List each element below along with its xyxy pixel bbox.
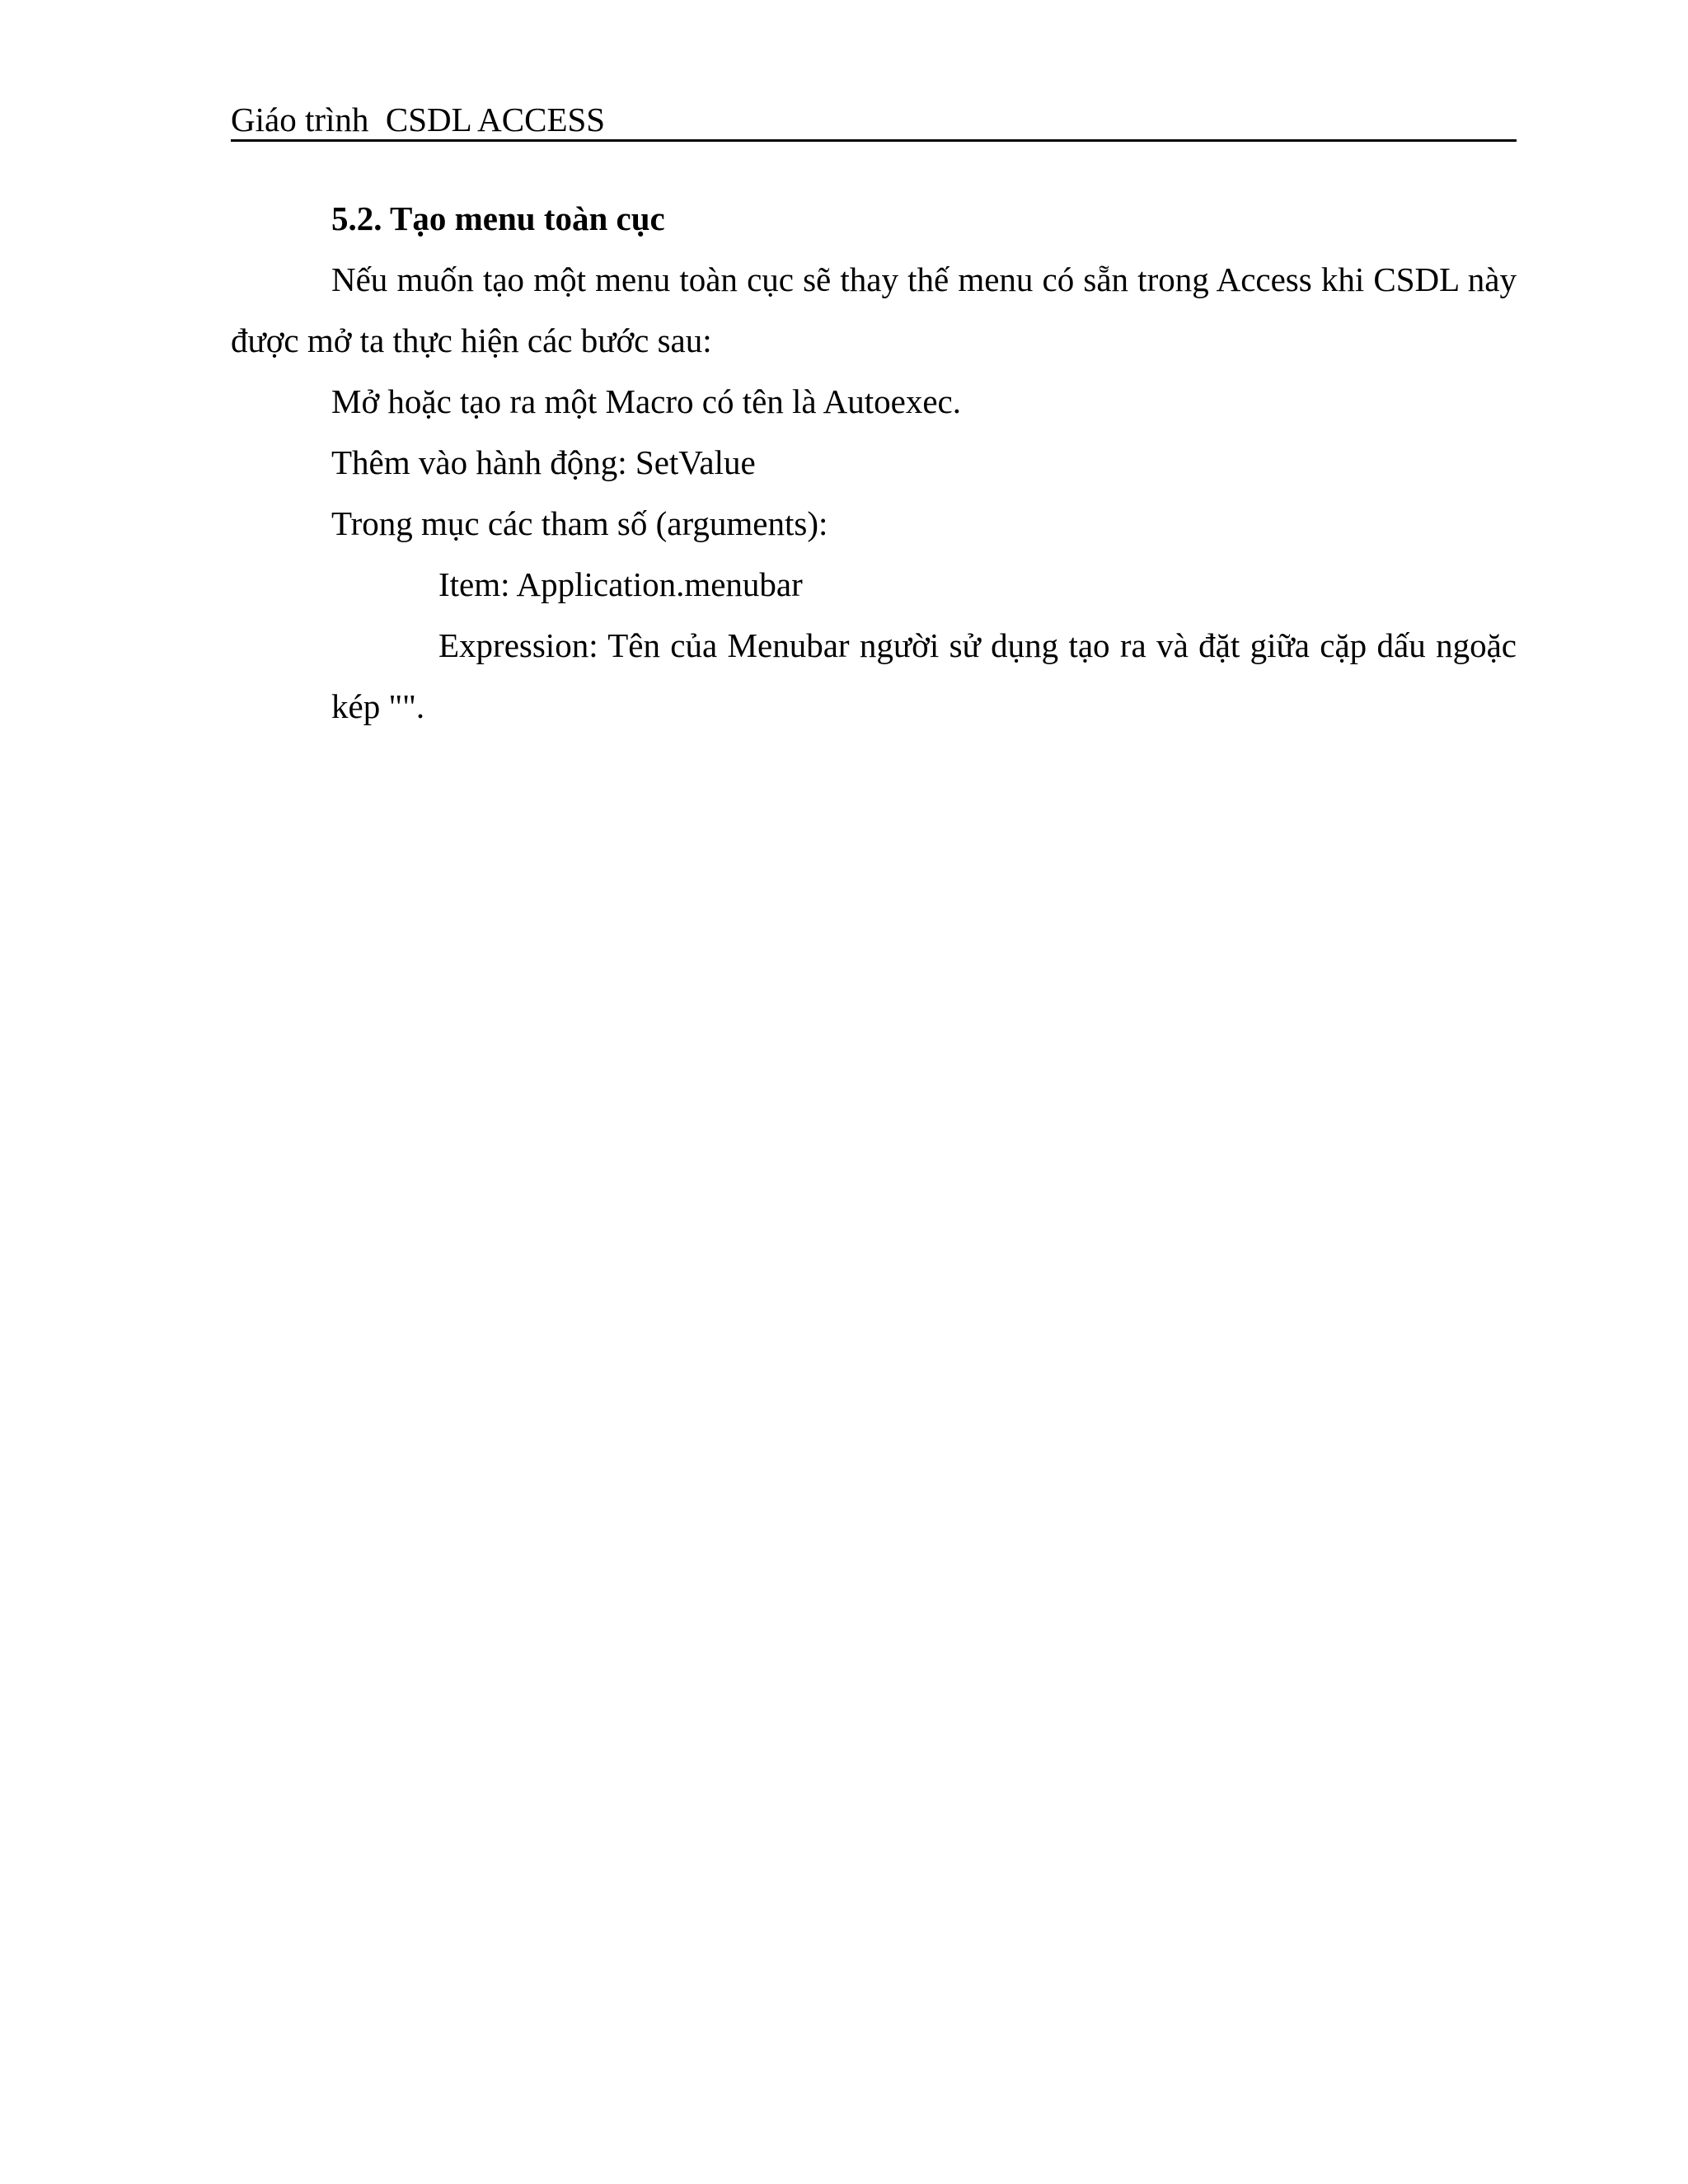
step-add-action: Thêm vào hành động: SetValue	[331, 443, 756, 481]
step-open-macro: Mở hoặc tạo ra một Macro có tên là Autoexec.	[331, 382, 961, 420]
page-header	[231, 97, 1517, 142]
argument-expression: Expression: Tên của Menubar người sử dụng tạo ra và đặt giữa cặp dấu ngoặc kép "".	[331, 626, 1517, 725]
argument-item: Item: Application.menubar	[438, 565, 803, 603]
document-body	[231, 188, 1517, 737]
header-title: Giáo trình CSDL ACCESS	[231, 101, 606, 138]
section-heading: 5.2. Tạo menu toàn cục	[331, 199, 665, 237]
step-arguments: Trong mục các tham số (arguments):	[331, 504, 828, 542]
intro-paragraph: Nếu muốn tạo một menu toàn cục sẽ thay thế menu có sẵn trong Access khi CSDL này được mở ta thực hiện các bước sau:	[231, 260, 1517, 359]
